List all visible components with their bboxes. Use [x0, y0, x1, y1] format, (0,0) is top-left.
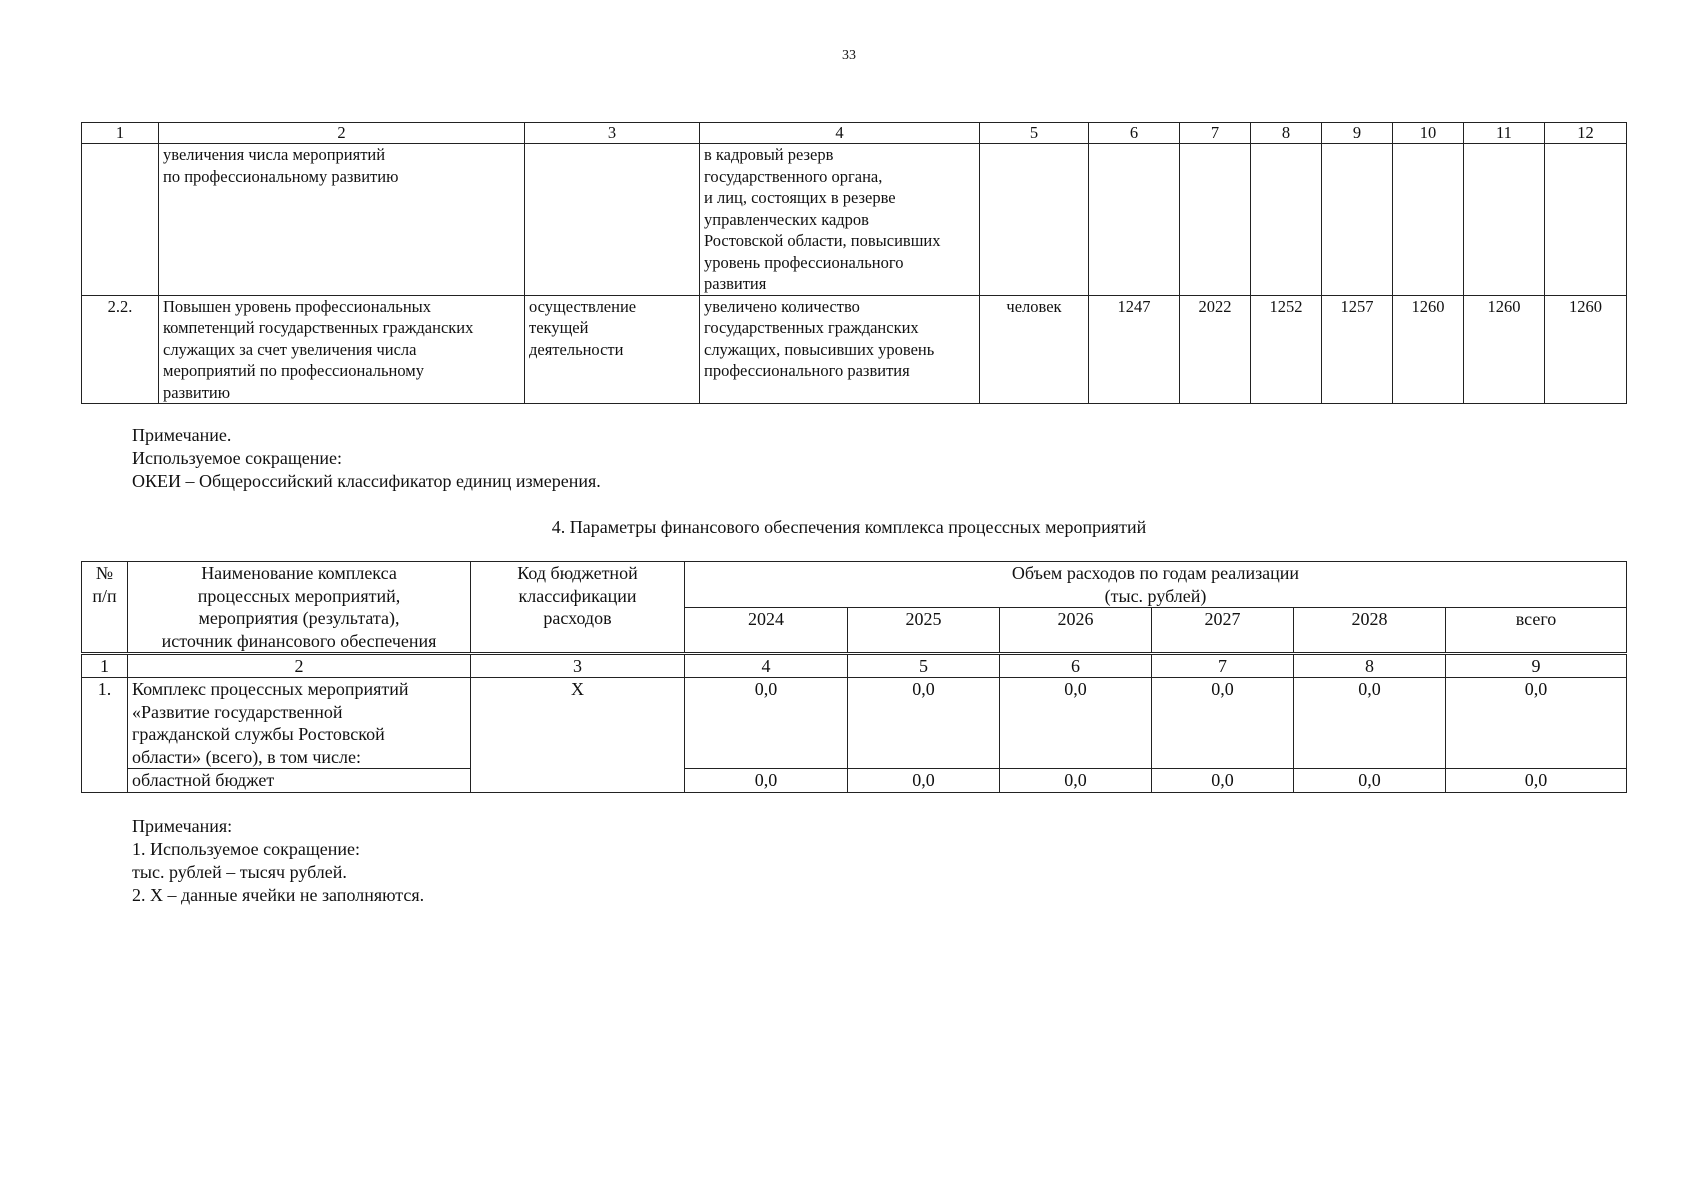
table-row	[82, 144, 1627, 296]
page-number: 33	[842, 48, 856, 63]
text-line: увеличения числа мероприятий	[163, 145, 386, 164]
value-cell: 0,0	[1446, 678, 1627, 769]
text-line: мероприятий по профессиональному	[163, 361, 424, 380]
text-line: области» (всего), в том числе:	[132, 746, 362, 767]
unit-cell: человек	[980, 295, 1089, 404]
text-line: Ростовской области, повысивших	[704, 231, 941, 250]
table-cell	[525, 144, 700, 296]
table-row	[82, 295, 1627, 404]
text-line: компетенций государственных гражданских	[163, 318, 474, 337]
year-header-cell: 2025	[848, 608, 1000, 654]
value-cell: 0,0	[1152, 678, 1294, 769]
table-cell	[1180, 144, 1251, 296]
table-cell	[1089, 144, 1180, 296]
column-number: 9	[1446, 654, 1627, 678]
column-number: 6	[1089, 123, 1180, 144]
text-line: расходов	[543, 608, 612, 628]
funding-source-cell: областной бюджет	[128, 769, 471, 793]
value-cell: 0,0	[1000, 678, 1152, 769]
text-line: деятельности	[529, 339, 624, 359]
column-number: 7	[1180, 123, 1251, 144]
indicator-text-cell	[700, 144, 980, 296]
text-line: Код бюджетной	[517, 563, 638, 583]
text-line: Повышен уровень профессиональных	[163, 296, 431, 316]
text-line: увеличено количество	[704, 296, 860, 316]
column-number: 12	[1545, 123, 1627, 144]
result-text-cell	[159, 144, 525, 296]
column-number: 5	[980, 123, 1089, 144]
column-number: 8	[1294, 654, 1446, 678]
text-line: классификации	[518, 585, 637, 606]
table-cell	[1322, 144, 1393, 296]
column-numbers-row	[82, 654, 1627, 678]
text-line: мероприятия (результата),	[198, 608, 400, 628]
column-number: 5	[848, 654, 1000, 678]
text-line: управленческих кадров	[704, 209, 869, 229]
note-block	[132, 815, 424, 907]
column-number: 8	[1251, 123, 1322, 144]
text-line: государственного органа,	[704, 166, 883, 186]
text-line: №	[95, 563, 114, 583]
row-number: 1.	[82, 678, 128, 793]
value-cell: 0,0	[685, 769, 848, 793]
value-cell: 1260	[1545, 295, 1627, 404]
year-header-cell: 2026	[1000, 608, 1152, 654]
table-row	[82, 678, 1627, 769]
text-line: Объем расходов по годам реализации	[1011, 563, 1300, 583]
row-number: 2.2.	[82, 295, 159, 404]
text-line: источник финансового обеспечения	[161, 630, 437, 651]
table-cell	[1545, 144, 1627, 296]
table-cell	[1251, 144, 1322, 296]
text-line: осуществление	[529, 296, 637, 316]
column-number: 11	[1464, 123, 1545, 144]
indicator-text-cell	[700, 295, 980, 404]
text-line: в кадровый резерв	[704, 145, 834, 164]
total-header-cell: всего	[1446, 608, 1627, 654]
column-number: 3	[471, 654, 685, 678]
value-cell: 0,0	[1294, 769, 1446, 793]
column-number: 1	[82, 654, 128, 678]
value-cell: 1260	[1464, 295, 1545, 404]
table-cell	[1393, 144, 1464, 296]
column-number: 9	[1322, 123, 1393, 144]
header-number-cell	[82, 562, 128, 654]
text-line: служащих, повысивших уровень	[704, 339, 935, 359]
text-line: профессионального развития	[704, 361, 910, 380]
note-line: 2. X – данные ячейки не заполняются.	[132, 885, 425, 905]
table-row	[82, 769, 1627, 793]
year-header-cell: 2028	[1294, 608, 1446, 654]
note-line: ОКЕИ – Общероссийский классификатор единиц измерения.	[132, 471, 601, 491]
column-number: 1	[82, 123, 159, 144]
type-text-cell	[525, 295, 700, 404]
column-number: 2	[128, 654, 471, 678]
value-cell: 0,0	[685, 678, 848, 769]
text-line: государственных гражданских	[704, 318, 919, 337]
text-line: текущей	[529, 318, 589, 337]
year-header-cell: 2027	[1152, 608, 1294, 654]
column-number: 4	[700, 123, 980, 144]
column-number: 2	[159, 123, 525, 144]
text-line: развитию	[163, 382, 231, 402]
text-line: Комплекс процессных мероприятий	[132, 679, 409, 699]
table-header-row	[82, 562, 1627, 608]
table-cell	[980, 144, 1089, 296]
header-code-cell	[471, 562, 685, 654]
table-cell	[82, 144, 159, 296]
text-line: гражданской службы Ростовской	[132, 724, 385, 744]
value-cell: 1247	[1089, 295, 1180, 404]
column-number: 3	[525, 123, 700, 144]
year-header-cell: 2024	[685, 608, 848, 654]
note-line: 1. Используемое сокращение:	[132, 839, 360, 859]
financing-table	[81, 561, 1627, 793]
note-line: Примечание.	[132, 425, 232, 445]
note-line: Примечания:	[132, 816, 233, 836]
column-number: 10	[1393, 123, 1464, 144]
value-cell: 1260	[1393, 295, 1464, 404]
table-cell	[1464, 144, 1545, 296]
value-cell: 0,0	[1446, 769, 1627, 793]
text-line: развития	[704, 274, 767, 293]
text-line: (тыс. рублей)	[1104, 585, 1207, 606]
text-line: п/п	[92, 585, 117, 606]
text-line: Наименование комплекса	[201, 563, 397, 583]
value-cell: 0,0	[848, 769, 1000, 793]
header-name-cell	[128, 562, 471, 654]
text-line: «Развитие государственной	[132, 701, 343, 722]
value-cell: 0,0	[1000, 769, 1152, 793]
text-line: процессных мероприятий,	[197, 585, 401, 606]
table-header-row	[82, 123, 1627, 144]
value-cell: 2022	[1180, 295, 1251, 404]
value-cell: 1252	[1251, 295, 1322, 404]
note-block	[132, 424, 601, 493]
code-cell: X	[471, 678, 685, 793]
indicators-table	[81, 122, 1627, 404]
header-volume-cell	[685, 562, 1627, 608]
value-cell: 1257	[1322, 295, 1393, 404]
column-number: 7	[1152, 654, 1294, 678]
text-line: уровень профессионального	[704, 252, 904, 272]
value-cell: 0,0	[1152, 769, 1294, 793]
value-cell: 0,0	[1294, 678, 1446, 769]
column-number: 6	[1000, 654, 1152, 678]
value-cell: 0,0	[848, 678, 1000, 769]
note-line: Используемое сокращение:	[132, 448, 342, 468]
complex-name-cell	[128, 678, 471, 769]
note-line: тыс. рублей – тысяч рублей.	[132, 862, 347, 882]
text-line: и лиц, состоящих в резерве	[704, 188, 896, 207]
text-line: служащих за счет увеличения числа	[163, 339, 417, 359]
result-text-cell	[159, 295, 525, 404]
column-number: 4	[685, 654, 848, 678]
section-title: 4. Параметры финансового обеспечения комплекса процессных мероприятий	[551, 517, 1147, 537]
text-line: по профессиональному развитию	[163, 166, 399, 186]
